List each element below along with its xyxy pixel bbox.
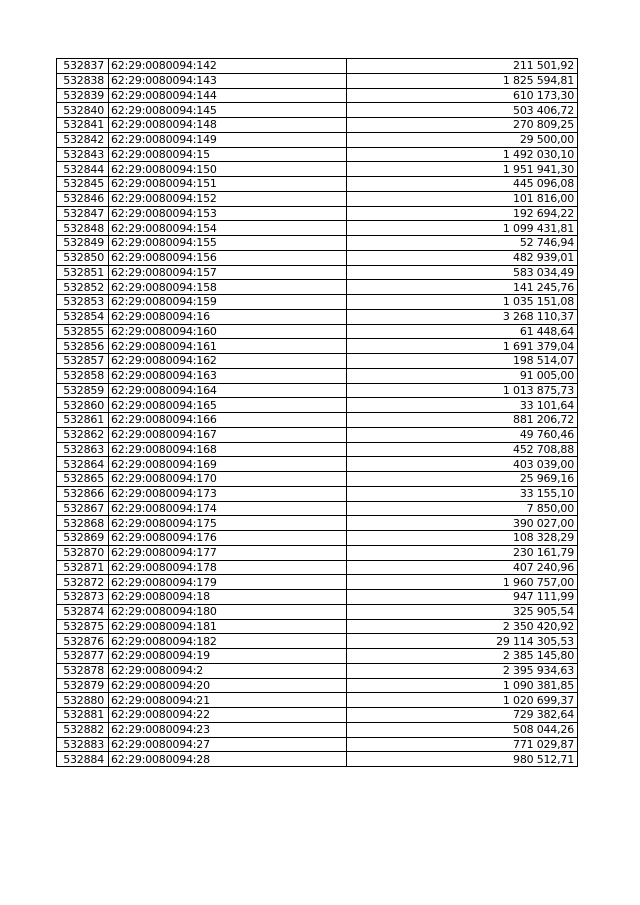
table-row (57, 280, 578, 295)
table-row (57, 619, 578, 634)
table-row (57, 162, 578, 177)
table-row (57, 737, 578, 752)
cadastral-value-cell: 2 350 420,92 (347, 619, 578, 634)
cadastral-number-cell: 62:29:0080094:180 (109, 604, 347, 619)
cadastral-value-cell: 881 206,72 (347, 413, 578, 428)
cadastral-number-cell: 62:29:0080094:154 (109, 221, 347, 236)
row-id-cell: 532873 (57, 590, 109, 605)
cadastral-number-cell: 62:29:0080094:150 (109, 162, 347, 177)
cadastral-value-cell: 52 746,94 (347, 236, 578, 251)
cadastral-value-cell: 771 029,87 (347, 737, 578, 752)
cadastral-number-cell: 62:29:0080094:155 (109, 236, 347, 251)
cadastral-value-cell: 101 816,00 (347, 191, 578, 206)
cadastral-number-cell: 62:29:0080094:143 (109, 73, 347, 88)
row-id-cell: 532876 (57, 634, 109, 649)
table-row (57, 132, 578, 147)
cadastral-value-cell: 61 448,64 (347, 324, 578, 339)
table-row (57, 501, 578, 516)
row-id-cell: 532849 (57, 236, 109, 251)
row-id-cell: 532842 (57, 132, 109, 147)
cadastral-value-cell: 25 969,16 (347, 472, 578, 487)
cadastral-value-cell: 508 044,26 (347, 722, 578, 737)
table-row (57, 398, 578, 413)
row-id-cell: 532869 (57, 531, 109, 546)
cadastral-value-cell: 390 027,00 (347, 516, 578, 531)
table-row (57, 354, 578, 369)
table-row (57, 413, 578, 428)
row-id-cell: 532839 (57, 88, 109, 103)
cadastral-number-cell: 62:29:0080094:149 (109, 132, 347, 147)
cadastral-value-cell: 270 809,25 (347, 118, 578, 133)
table-row (57, 472, 578, 487)
row-id-cell: 532870 (57, 545, 109, 560)
cadastral-value-cell: 583 034,49 (347, 265, 578, 280)
table-row (57, 442, 578, 457)
row-id-cell: 532880 (57, 693, 109, 708)
table-row (57, 339, 578, 354)
row-id-cell: 532862 (57, 427, 109, 442)
row-id-cell: 532863 (57, 442, 109, 457)
cadastral-number-cell: 62:29:0080094:159 (109, 295, 347, 310)
table-row (57, 560, 578, 575)
table-row (57, 427, 578, 442)
cadastral-value-cell: 108 328,29 (347, 531, 578, 546)
row-id-cell: 532841 (57, 118, 109, 133)
cadastral-number-cell: 62:29:0080094:170 (109, 472, 347, 487)
table-body (57, 59, 578, 767)
table-row (57, 457, 578, 472)
row-id-cell: 532859 (57, 383, 109, 398)
table-row (57, 722, 578, 737)
table-row (57, 73, 578, 88)
cadastral-number-cell: 62:29:0080094:164 (109, 383, 347, 398)
table-row (57, 663, 578, 678)
table-row (57, 309, 578, 324)
row-id-cell: 532875 (57, 619, 109, 634)
cadastral-number-cell: 62:29:0080094:15 (109, 147, 347, 162)
cadastral-number-cell: 62:29:0080094:151 (109, 177, 347, 192)
table-row (57, 118, 578, 133)
cadastral-number-cell: 62:29:0080094:167 (109, 427, 347, 442)
cadastral-value-cell: 211 501,92 (347, 59, 578, 74)
row-id-cell: 532850 (57, 250, 109, 265)
cadastral-value-cell: 980 512,71 (347, 752, 578, 767)
row-id-cell: 532851 (57, 265, 109, 280)
cadastral-value-cell: 7 850,00 (347, 501, 578, 516)
cadastral-number-cell: 62:29:0080094:16 (109, 309, 347, 324)
row-id-cell: 532865 (57, 472, 109, 487)
cadastral-number-cell: 62:29:0080094:20 (109, 678, 347, 693)
row-id-cell: 532884 (57, 752, 109, 767)
cadastral-value-cell: 1 035 151,08 (347, 295, 578, 310)
cadastral-value-cell: 3 268 110,37 (347, 309, 578, 324)
row-id-cell: 532871 (57, 560, 109, 575)
cadastral-number-cell: 62:29:0080094:179 (109, 575, 347, 590)
row-id-cell: 532866 (57, 486, 109, 501)
table-row (57, 649, 578, 664)
cadastral-number-cell: 62:29:0080094:158 (109, 280, 347, 295)
cadastral-number-cell: 62:29:0080094:157 (109, 265, 347, 280)
cadastral-value-cell: 407 240,96 (347, 560, 578, 575)
table-row (57, 575, 578, 590)
cadastral-number-cell: 62:29:0080094:181 (109, 619, 347, 634)
cadastral-value-cell: 729 382,64 (347, 708, 578, 723)
cadastral-value-cell: 610 173,30 (347, 88, 578, 103)
cadastral-number-cell: 62:29:0080094:23 (109, 722, 347, 737)
cadastral-number-cell: 62:29:0080094:173 (109, 486, 347, 501)
row-id-cell: 532883 (57, 737, 109, 752)
cadastral-value-cell: 325 905,54 (347, 604, 578, 619)
cadastral-number-cell: 62:29:0080094:27 (109, 737, 347, 752)
table-row (57, 545, 578, 560)
table-row (57, 368, 578, 383)
row-id-cell: 532878 (57, 663, 109, 678)
cadastral-value-cell: 947 111,99 (347, 590, 578, 605)
cadastral-value-cell: 452 708,88 (347, 442, 578, 457)
row-id-cell: 532845 (57, 177, 109, 192)
cadastral-number-cell: 62:29:0080094:18 (109, 590, 347, 605)
row-id-cell: 532858 (57, 368, 109, 383)
table-row (57, 147, 578, 162)
cadastral-value-table (56, 58, 578, 767)
cadastral-value-cell: 29 500,00 (347, 132, 578, 147)
row-id-cell: 532864 (57, 457, 109, 472)
row-id-cell: 532853 (57, 295, 109, 310)
cadastral-value-cell: 91 005,00 (347, 368, 578, 383)
cadastral-number-cell: 62:29:0080094:19 (109, 649, 347, 664)
row-id-cell: 532857 (57, 354, 109, 369)
table-row (57, 236, 578, 251)
row-id-cell: 532877 (57, 649, 109, 664)
table-row (57, 678, 578, 693)
cadastral-number-cell: 62:29:0080094:176 (109, 531, 347, 546)
cadastral-value-cell: 1 960 757,00 (347, 575, 578, 590)
table-row (57, 708, 578, 723)
cadastral-number-cell: 62:29:0080094:175 (109, 516, 347, 531)
table-row (57, 177, 578, 192)
table-row (57, 103, 578, 118)
cadastral-number-cell: 62:29:0080094:152 (109, 191, 347, 206)
cadastral-number-cell: 62:29:0080094:174 (109, 501, 347, 516)
row-id-cell: 532854 (57, 309, 109, 324)
table-row (57, 531, 578, 546)
cadastral-number-cell: 62:29:0080094:177 (109, 545, 347, 560)
row-id-cell: 532843 (57, 147, 109, 162)
cadastral-number-cell: 62:29:0080094:161 (109, 339, 347, 354)
cadastral-number-cell: 62:29:0080094:162 (109, 354, 347, 369)
cadastral-number-cell: 62:29:0080094:160 (109, 324, 347, 339)
cadastral-value-cell: 198 514,07 (347, 354, 578, 369)
cadastral-number-cell: 62:29:0080094:166 (109, 413, 347, 428)
cadastral-number-cell: 62:29:0080094:145 (109, 103, 347, 118)
table-row (57, 634, 578, 649)
cadastral-number-cell: 62:29:0080094:2 (109, 663, 347, 678)
table-row (57, 752, 578, 767)
table-row (57, 590, 578, 605)
row-id-cell: 532847 (57, 206, 109, 221)
cadastral-value-cell: 1 951 941,30 (347, 162, 578, 177)
row-id-cell: 532867 (57, 501, 109, 516)
cadastral-number-cell: 62:29:0080094:165 (109, 398, 347, 413)
cadastral-value-cell: 230 161,79 (347, 545, 578, 560)
cadastral-value-cell: 503 406,72 (347, 103, 578, 118)
row-id-cell: 532874 (57, 604, 109, 619)
row-id-cell: 532844 (57, 162, 109, 177)
cadastral-value-cell: 29 114 305,53 (347, 634, 578, 649)
row-id-cell: 532872 (57, 575, 109, 590)
cadastral-value-cell: 141 245,76 (347, 280, 578, 295)
row-id-cell: 532848 (57, 221, 109, 236)
row-id-cell: 532879 (57, 678, 109, 693)
cadastral-value-cell: 33 155,10 (347, 486, 578, 501)
table-row (57, 604, 578, 619)
row-id-cell: 532846 (57, 191, 109, 206)
cadastral-value-cell: 49 760,46 (347, 427, 578, 442)
table-row (57, 295, 578, 310)
row-id-cell: 532856 (57, 339, 109, 354)
cadastral-number-cell: 62:29:0080094:178 (109, 560, 347, 575)
table-row (57, 88, 578, 103)
cadastral-value-cell: 2 385 145,80 (347, 649, 578, 664)
row-id-cell: 532860 (57, 398, 109, 413)
table-row (57, 693, 578, 708)
cadastral-number-cell: 62:29:0080094:156 (109, 250, 347, 265)
cadastral-number-cell: 62:29:0080094:142 (109, 59, 347, 74)
table-row (57, 206, 578, 221)
cadastral-value-cell: 1 691 379,04 (347, 339, 578, 354)
cadastral-value-cell: 403 039,00 (347, 457, 578, 472)
table-row (57, 324, 578, 339)
cadastral-number-cell: 62:29:0080094:144 (109, 88, 347, 103)
cadastral-value-cell: 1 492 030,10 (347, 147, 578, 162)
row-id-cell: 532837 (57, 59, 109, 74)
row-id-cell: 532838 (57, 73, 109, 88)
cadastral-value-cell: 482 939,01 (347, 250, 578, 265)
row-id-cell: 532882 (57, 722, 109, 737)
row-id-cell: 532861 (57, 413, 109, 428)
table-row (57, 265, 578, 280)
row-id-cell: 532840 (57, 103, 109, 118)
cadastral-number-cell: 62:29:0080094:153 (109, 206, 347, 221)
cadastral-value-cell: 1 020 699,37 (347, 693, 578, 708)
cadastral-number-cell: 62:29:0080094:22 (109, 708, 347, 723)
cadastral-number-cell: 62:29:0080094:148 (109, 118, 347, 133)
table-row (57, 191, 578, 206)
cadastral-value-cell: 2 395 934,63 (347, 663, 578, 678)
table-row (57, 221, 578, 236)
row-id-cell: 532881 (57, 708, 109, 723)
row-id-cell: 532852 (57, 280, 109, 295)
cadastral-value-cell: 1 013 875,73 (347, 383, 578, 398)
cadastral-number-cell: 62:29:0080094:169 (109, 457, 347, 472)
cadastral-number-cell: 62:29:0080094:182 (109, 634, 347, 649)
cadastral-value-cell: 192 694,22 (347, 206, 578, 221)
table-row (57, 250, 578, 265)
cadastral-number-cell: 62:29:0080094:168 (109, 442, 347, 457)
row-id-cell: 532855 (57, 324, 109, 339)
table-row (57, 383, 578, 398)
cadastral-number-cell: 62:29:0080094:163 (109, 368, 347, 383)
table-row (57, 486, 578, 501)
cadastral-value-cell: 1 090 381,85 (347, 678, 578, 693)
cadastral-number-cell: 62:29:0080094:21 (109, 693, 347, 708)
cadastral-value-cell: 1 825 594,81 (347, 73, 578, 88)
table-row (57, 59, 578, 74)
cadastral-number-cell: 62:29:0080094:28 (109, 752, 347, 767)
cadastral-value-cell: 445 096,08 (347, 177, 578, 192)
cadastral-value-cell: 33 101,64 (347, 398, 578, 413)
row-id-cell: 532868 (57, 516, 109, 531)
table-row (57, 516, 578, 531)
cadastral-value-cell: 1 099 431,81 (347, 221, 578, 236)
